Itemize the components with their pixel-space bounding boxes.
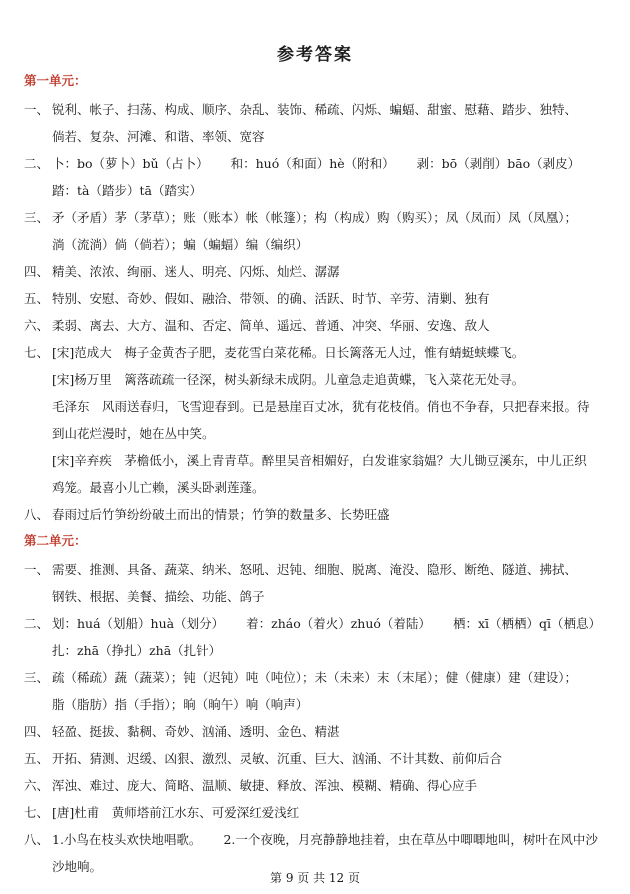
page-footer: 第 9 页 共 12 页 (270, 871, 360, 885)
unit1-q1: 一、 锐利、帐子、扫荡、构成、顺序、杂乱、装饰、稀疏、闪烁、蝙蝠、甜蜜、慰藉、踏步、独特、 (24, 102, 578, 117)
unit1-q3: 三、 矛（矛盾）茅（茅草）；账（账本）帐（帐篷）；构（构成）购（购买）；凤（凤而）凤（凤凰）； (24, 210, 578, 225)
poem-mao-zedong-cont: 到山花烂漫时，她在丛中笑。 (52, 426, 215, 441)
unit2-q3: 三、 疏（稀疏）蔬（蔬菜）；钝（迟钝）吨（吨位）；未（未来）末（末尾）；健（健康）建（建设）； (24, 670, 578, 685)
unit1-q4: 四、 精美、浓浓、绚丽、迷人、明亮、闪烁、灿烂、潺潺 (24, 264, 340, 279)
unit2-q8: 八、 1.小鸟在枝头欢快地唱歌。 2.一个夜晚，月亮静静地挂着，虫在草丛中唧唧地叫，树叶在风中沙 (24, 832, 598, 847)
unit2-heading: 第二单元： (24, 533, 87, 548)
unit1-q7: 七、 [宋]范成大 梅子金黄杏子肥，麦花雪白菜花稀。日长篱落无人过，惟有蜻蜓蛱蝶飞。 (24, 345, 525, 360)
poem-xin-qiji-cont: 鸡笼。最喜小儿亡赖，溪头卧剥莲蓬。 (52, 480, 265, 495)
unit1-q2-cont: 踏：tà（踏步）tā（踏实） (52, 183, 202, 198)
unit1-q5: 五、 特别、安慰、奇妙、假如、融洽、带领、的确、活跃、时节、辛劳、清剿、独有 (24, 291, 490, 306)
unit2-q1: 一、 需要、推测、具备、蔬菜、纳米、怒吼、迟钝、细胞、脱离、淹没、隐形、断绝、隧道、拂拭、 (24, 562, 578, 577)
unit1-q1-cont: 倘若、复杂、河滩、和谐、率领、宽容 (52, 129, 265, 144)
unit2-q2-cont: 扎：zhā（挣扎）zhā（扎针） (52, 643, 222, 658)
poem-xin-qiji: [宋]辛弃疾 茅檐低小，溪上青青草。醉里吴音相媚好，白发谁家翁媪？大儿锄豆溪东，中儿正织 (52, 453, 587, 468)
unit2-q3-cont: 脂（脂肪）指（手指）；晌（晌午）响（响声） (52, 697, 309, 712)
answer-content (24, 68, 612, 880)
page-title: 参考答案 (277, 45, 353, 65)
unit1-q3-cont: 淌（流淌）倘（倘若）；蝙（蝙蝠）编（编织） (52, 237, 309, 252)
unit2-q1-cont: 钢铁、根据、美餐、描绘、功能、鸽子 (52, 589, 265, 604)
unit2-q7: 七、 [唐]杜甫 黄师塔前江水东、可爱深红爱浅红 (24, 805, 300, 820)
unit2-q6: 六、 浑浊、难过、庞大、简略、温顺、敏捷、释放、浑浊、模糊、精确、得心应手 (24, 778, 478, 793)
unit1-q8: 八、 春雨过后竹笋纷纷破土而出的情景；竹笋的数量多、长势旺盛 (24, 507, 390, 522)
unit2-q8-cont: 沙地响。 (52, 859, 103, 874)
unit1-q2: 二、 卜：bo（萝卜）bǔ（占卜） 和：huó（和面）hè（附和） 剥：bō（剥削）bāo（剥皮） (24, 156, 581, 171)
unit2-q4: 四、 轻盈、挺拔、黏稠、奇妙、汹涌、透明、金色、精湛 (24, 724, 340, 739)
unit2-q2: 二、 划：huá（划船）huà（划分） 着：zháo（着火）zhuó（着陆） 栖：xī（栖栖）qī（栖息） (24, 616, 601, 631)
unit2-q5: 五、 开拓、猜测、迟缓、凶狠、激烈、灵敏、沉重、巨大、汹涌、不计其数、前仰后合 (24, 751, 503, 766)
poem-mao-zedong: 毛泽东 风雨送春归，飞雪迎春到。已是悬崖百丈冰，犹有花枝俏。俏也不争春，只把春来报。待 (52, 399, 590, 414)
unit1-q6: 六、 柔弱、离去、大方、温和、否定、简单、遥远、普通、冲突、华丽、安逸、敌人 (24, 318, 490, 333)
poem-yang-wanli: [宋]杨万里 篱落疏疏一径深，树头新绿未成阴。儿童急走追黄蝶，飞入菜花无处寻。 (52, 372, 525, 387)
unit1-heading: 第一单元： (24, 73, 87, 88)
